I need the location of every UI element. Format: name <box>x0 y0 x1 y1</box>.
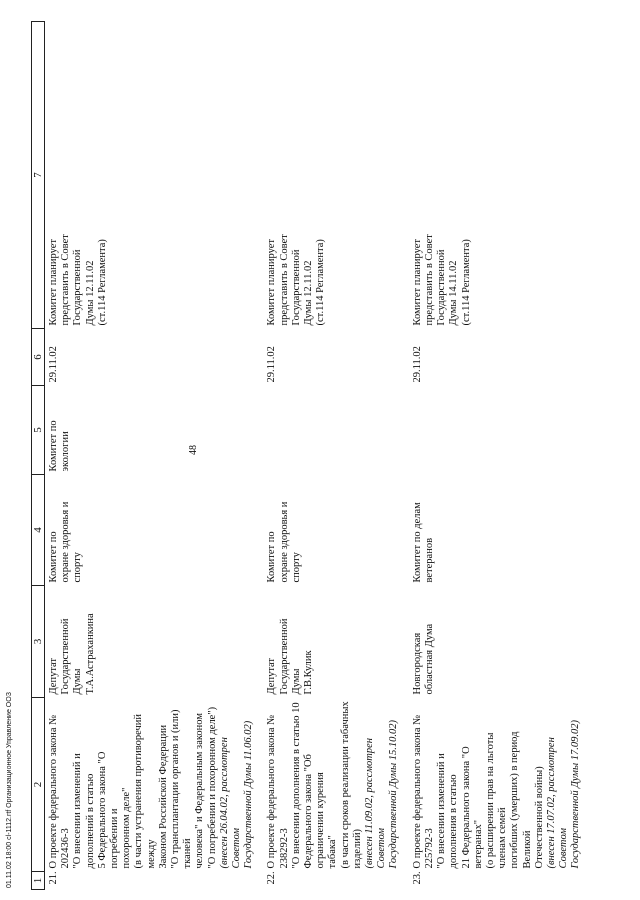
co-committee-cell <box>409 386 591 475</box>
bill-title-line: "О внесении дополнения в статью 10 <box>290 702 302 869</box>
committee-cell <box>263 475 408 586</box>
plan-line: Государственной <box>72 249 84 326</box>
plan-cell <box>409 22 591 329</box>
author-line: Думы <box>72 668 84 695</box>
author-cell <box>409 586 591 698</box>
plan-line: (ст.114 Регламента) <box>460 239 472 326</box>
plan-line: представить в Совет <box>278 234 290 326</box>
bill-title-line: Законом Российской Федерации <box>157 724 169 869</box>
author-line: Т.А.Астраханкина <box>84 613 96 695</box>
co-committee-line: Комитет по <box>48 420 59 472</box>
row-number: 23. <box>411 871 423 885</box>
author-line: Депутат <box>48 657 59 695</box>
bill-title-line: Отечественной войны) <box>533 766 545 869</box>
author-line: Государственной <box>278 618 290 695</box>
row-number: 22. <box>266 871 278 885</box>
bill-title-line: (в части сроков реализации табачных изделий) <box>339 701 363 869</box>
plan-line: Думы 12.11.02 <box>84 260 96 326</box>
col-header-1: 1 <box>32 872 45 890</box>
plan-line: представить в Совет <box>423 234 435 326</box>
bill-title-line: (в части устранения противоречий между <box>133 713 157 869</box>
bill-note-line: (внесен 17.07.02, рассмотрен Советом <box>545 737 570 869</box>
plan-line: Государственной <box>290 249 302 326</box>
col-header-6: 6 <box>32 329 45 386</box>
col-header-5: 5 <box>32 386 45 475</box>
table-row <box>409 22 591 890</box>
bill-title-line: похоронном деле" <box>121 787 133 869</box>
co-committee-cell <box>263 386 408 475</box>
author-line: областная Дума <box>423 623 435 695</box>
plan-line: Комитет планирует <box>411 239 423 326</box>
author-line: Новгородская <box>411 632 423 695</box>
committee-line: спорту <box>290 552 302 583</box>
bill-title-cell <box>409 698 591 872</box>
table-body <box>45 22 591 890</box>
plan-line: (ст.114 Регламента) <box>96 239 108 326</box>
plan-line: Государственной <box>436 249 448 326</box>
plan-cell <box>45 22 264 329</box>
bill-title-cell <box>263 698 408 872</box>
plan-line: Думы 12.11.02 <box>303 260 315 326</box>
footer-text: 01.11.02 18:00 cl-1112.rtf Организационное Управление ООЗ <box>6 692 13 888</box>
col-header-2: 2 <box>32 698 45 872</box>
bills-table <box>31 21 591 890</box>
row-number: 21. <box>48 871 59 885</box>
date-cell: 29.11.02 <box>266 346 278 383</box>
bill-note-line: (внесен 26.04.02, рассмотрен Советом <box>218 737 243 869</box>
table-row <box>45 22 264 890</box>
author-line: Депутат <box>266 657 278 695</box>
bill-title-line: "О погребении и похоронном деле") <box>206 706 218 869</box>
author-cell <box>45 586 264 698</box>
plan-line: (ст.114 Регламента) <box>315 239 327 326</box>
bill-title-line: погибших (умерших) в период Великой <box>509 731 533 869</box>
bill-title-line: (о расширении прав на льготы членам семей <box>484 732 509 869</box>
bill-note-line: Государственной Думы 15.10.02) <box>388 720 400 869</box>
plan-cell <box>263 22 408 329</box>
bill-title-line: О проекте федерального закона № 202436-3 <box>48 714 72 869</box>
bill-title-line: человека" и Федеральным законом <box>194 713 206 869</box>
bill-title-line: О проекте федерального закона № 238292-3 <box>266 714 290 869</box>
committee-line: ветеранов <box>423 537 435 583</box>
header-row <box>32 22 45 890</box>
committee-line: охране здоровья и <box>278 501 290 583</box>
bill-title-line: О проекте федерального закона № 225792-3 <box>411 714 435 869</box>
co-committee-cell <box>45 386 264 475</box>
bill-title-line: Федерального закона "Об ограничении курения <box>303 754 327 869</box>
bill-note-line: Государственной Думы 11.06.02) <box>243 720 255 869</box>
date-cell: 29.11.02 <box>411 346 423 383</box>
author-line: Думы <box>290 668 302 695</box>
bill-title-line: 21 Федерального закона "О ветеранах" <box>460 746 484 869</box>
plan-line: Комитет планирует <box>266 239 278 326</box>
committee-line: Комитет по делам <box>411 502 423 583</box>
plan-line: Думы 14.11.02 <box>448 260 460 326</box>
date-cell: 29.11.02 <box>48 346 59 383</box>
committee-cell <box>409 475 591 586</box>
co-committee-line: экологии <box>60 431 72 472</box>
plan-line: представить в Совет <box>60 234 72 326</box>
table-row <box>263 22 408 890</box>
page-number: 48 <box>188 445 199 455</box>
bill-note-line: (внесен 11.09.02, рассмотрен Советом <box>364 738 388 869</box>
bill-title-line: "О внесении изменений и дополнения в статью <box>436 753 460 869</box>
committee-line: спорту <box>72 552 84 583</box>
plan-line: Комитет планирует <box>48 239 59 326</box>
bill-title-cell <box>45 698 264 872</box>
committee-line: Комитет по <box>48 531 59 583</box>
author-line: Г.В.Кулик <box>303 650 315 695</box>
col-header-4: 4 <box>32 475 45 586</box>
bill-title-line: табака" <box>327 835 339 869</box>
bill-note-line: Государственной Думы 17.09.02) <box>570 720 582 869</box>
committee-cell <box>45 475 264 586</box>
bill-title-line: 5 Федерального закона "О погребении и <box>96 751 121 869</box>
bill-title-line: "О внесении изменений и дополнений в статью <box>72 753 96 869</box>
author-line: Государственной <box>60 618 72 695</box>
bill-title-line: "О трансплантации органов и (или) тканей <box>170 709 194 869</box>
col-header-7: 7 <box>32 22 45 329</box>
committee-line: охране здоровья и <box>60 501 72 583</box>
committee-line: Комитет по <box>266 531 278 583</box>
col-header-3: 3 <box>32 586 45 698</box>
author-cell <box>263 586 408 698</box>
